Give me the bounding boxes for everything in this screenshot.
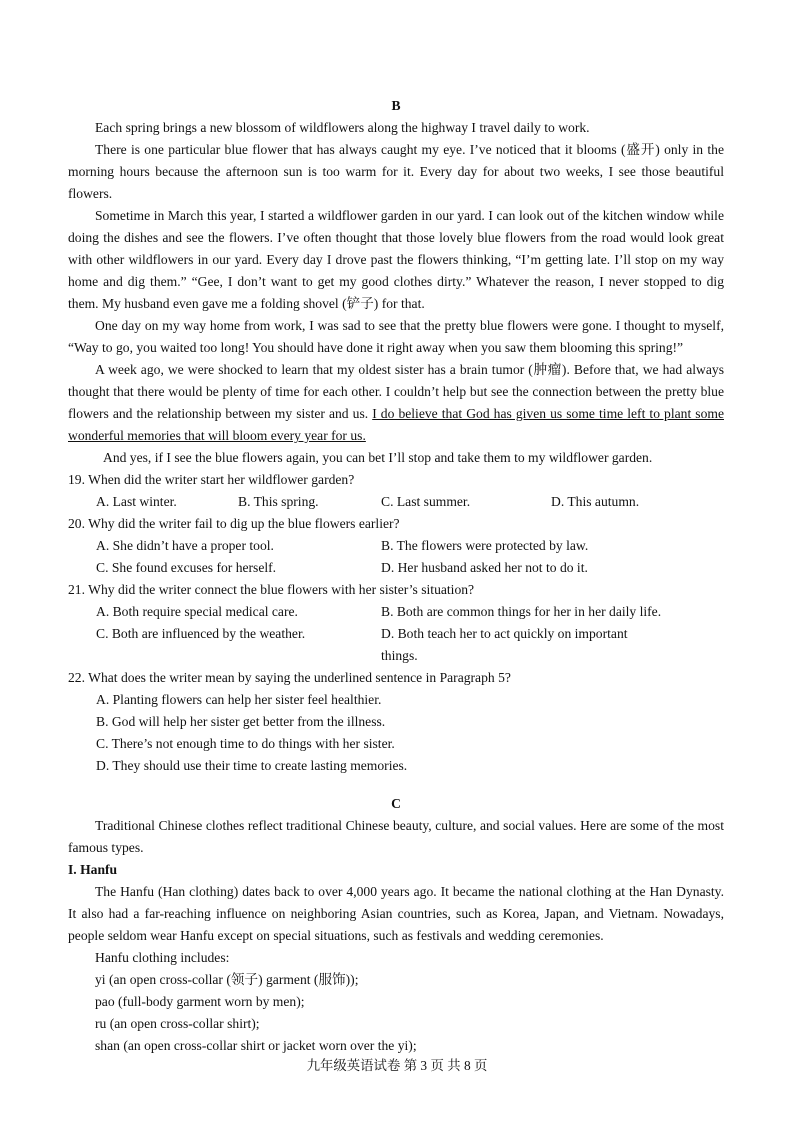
hanfu-heading: I. Hanfu: [68, 862, 118, 877]
question-20-stem: 20. Why did the writer fail to dig up the blue flowers earlier?: [68, 516, 400, 531]
question-20-options-row-2: [96, 557, 724, 579]
q20-option-b: B. The flowers were protected by law.: [381, 538, 589, 553]
section-b-paragraph-5: [68, 359, 724, 447]
page-content: [68, 95, 724, 1057]
q22-option-a: A. Planting flowers can help her sister feel healthier.: [96, 692, 382, 707]
section-b-paragraph-3: Sometime in March this year, I started a wildflower garden in our yard. I can look out of the kitchen window while doing the dishes and see the flowers. I’ve often thought that those lovely blue flowers from the road would look great with other wildflowers in our yard. Every day I drove past the flowers thinking, “I’m getting late. I’ll stop on my way home and dig them.” “Gee, I don’t want to get my good clothes dirty.” Whatever the reason, I never stopped to dig them. My husband even gave me a folding shovel (铲子) for that.: [68, 208, 724, 311]
question-21-options-row-1: [96, 601, 724, 623]
q19-option-a: A. Last winter.: [96, 494, 177, 509]
hanfu-item-shan: shan (an open cross-collar shirt or jacket worn over the yi);: [95, 1038, 417, 1053]
q19-option-d: D. This autumn.: [551, 494, 640, 509]
q20-option-a: A. She didn’t have a proper tool.: [96, 538, 274, 553]
q19-option-c: C. Last summer.: [381, 494, 471, 509]
q21-option-a: A. Both require special medical care.: [96, 604, 298, 619]
section-b-paragraph-2: There is one particular blue flower that has always caught my eye. I’ve noticed that it blooms (盛开) only in the morning hours because the afternoon sun is too warm for it. Every day for about two weeks, I see those beautiful flowers.: [68, 142, 724, 201]
q21-option-c: C. Both are influenced by the weather.: [96, 626, 306, 641]
question-21-stem: 21. Why did the writer connect the blue flowers with her sister’s situation?: [68, 582, 475, 597]
question-22-stem: 22. What does the writer mean by saying the underlined sentence in Paragraph 5?: [68, 670, 511, 685]
hanfu-paragraph: The Hanfu (Han clothing) dates back to over 4,000 years ago. It became the national clothing at the Han Dynasty. It also had a far-reaching influence on neighboring Asian countries, such as Korea, Japan, and Vietnam. Nowadays, people seldom wear Hanfu except on special situations, such as festivals and wedding ceremonies.: [68, 884, 724, 943]
q21-option-d: D. Both teach her to act quickly on important things.: [381, 626, 628, 663]
section-c-intro: Traditional Chinese clothes reflect traditional Chinese beauty, culture, and social values. Here are some of the most famous types.: [68, 818, 724, 855]
hanfu-item-yi: yi (an open cross-collar (领子) garment (服饰));: [95, 972, 359, 987]
q20-option-c: C. She found excuses for herself.: [96, 560, 277, 575]
question-19-options: [96, 491, 724, 513]
question-19-stem: 19. When did the writer start her wildflower garden?: [68, 472, 355, 487]
question-21-options-row-2: [96, 623, 724, 667]
section-b-heading: B: [391, 98, 401, 113]
underlined-sentence: I do believe that God has given us some time left to plant some wonderful memories that will bloom every year for us.: [68, 406, 724, 443]
section-spacer: [68, 777, 724, 793]
hanfu-item-ru: ru (an open cross-collar shirt);: [95, 1016, 260, 1031]
hanfu-includes-label: Hanfu clothing includes:: [95, 950, 230, 965]
section-b-paragraph-1: Each spring brings a new blossom of wildflowers along the highway I travel daily to work.: [95, 120, 590, 135]
paragraph-5-text: A week ago, we were shocked to learn that my oldest sister has a brain tumor (肿瘤). Before that, we had always thought that there would be plenty of time for each other. I couldn’t help but see the connection between the pretty blue flowers and the relationship between my sister and us.: [68, 362, 724, 421]
q19-option-b: B. This spring.: [238, 494, 319, 509]
section-c-heading: C: [391, 796, 401, 811]
page-footer: 九年级英语试卷 第 3 页 共 8 页: [306, 1058, 488, 1073]
q22-option-c: C. There’s not enough time to do things with her sister.: [96, 736, 395, 751]
q22-option-b: B. God will help her sister get better from the illness.: [96, 714, 386, 729]
q20-option-d: D. Her husband asked her not to do it.: [381, 560, 588, 575]
question-20-options-row-1: [96, 535, 724, 557]
section-b-paragraph-4: One day on my way home from work, I was sad to see that the pretty blue flowers were gone. I thought to myself, “Way to go, you waited too long! You should have done it right away when you saw them blooming this spring!”: [68, 318, 724, 355]
q21-option-b: B. Both are common things for her in her daily life.: [381, 604, 662, 619]
q22-option-d: D. They should use their time to create lasting memories.: [96, 758, 408, 773]
hanfu-item-pao: pao (full-body garment worn by men);: [95, 994, 305, 1009]
section-b-paragraph-6: And yes, if I see the blue flowers again, you can bet I’ll stop and take them to my wildflower garden.: [103, 450, 653, 465]
